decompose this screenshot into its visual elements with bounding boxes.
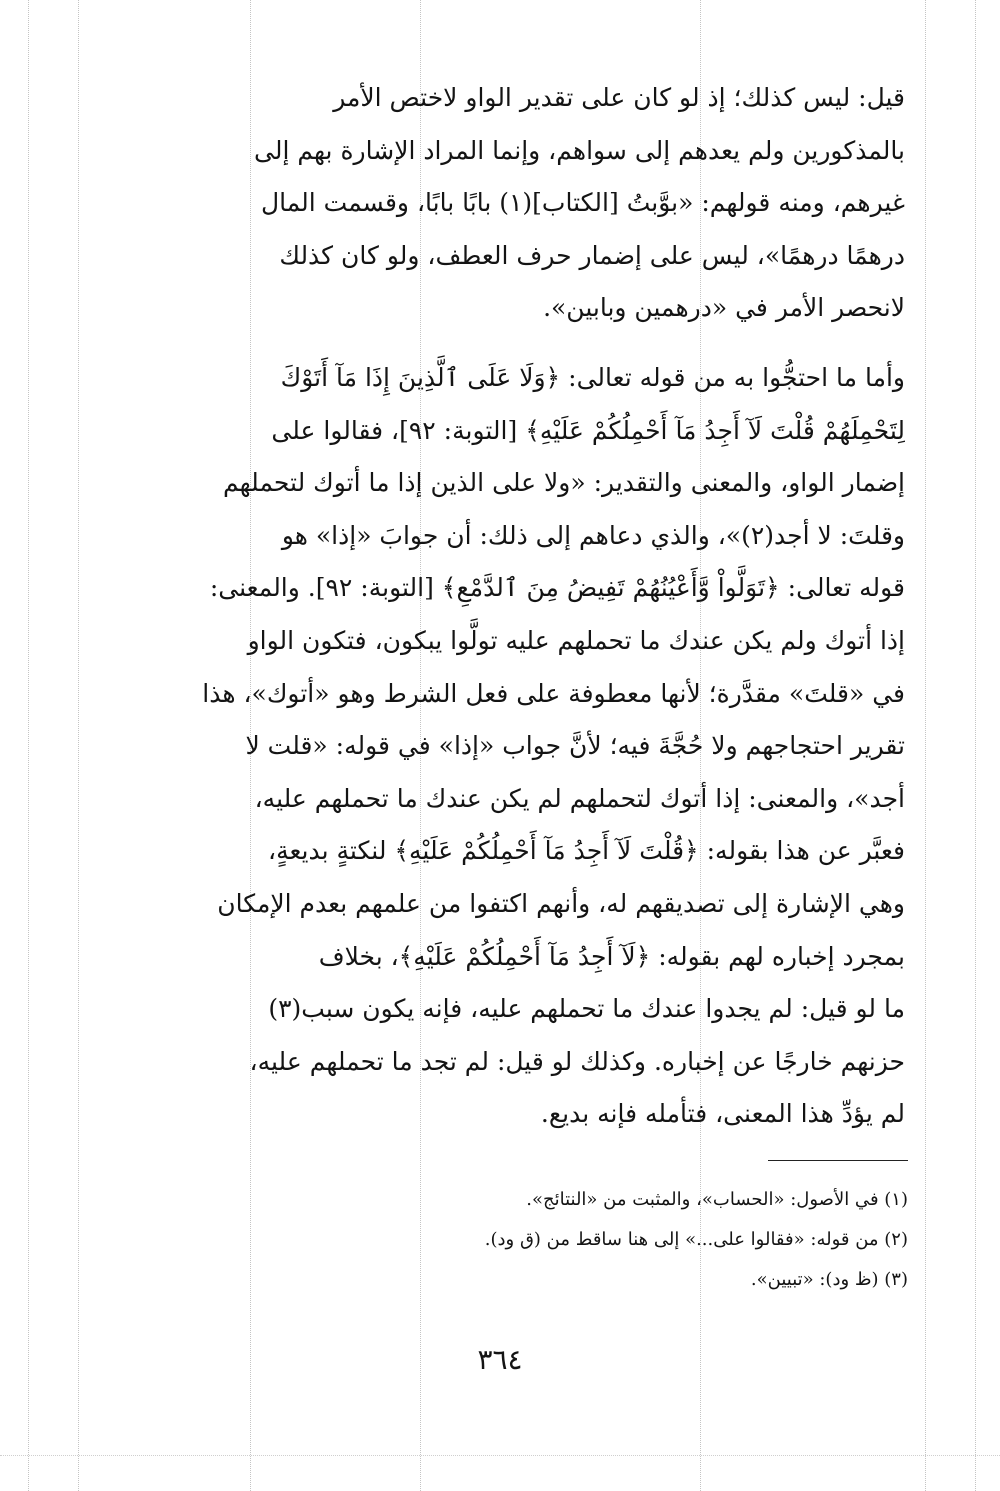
scan-guide-line [0,1455,1000,1456]
text-line: ما لو قيل: لم يجدوا عندك ما تحملهم عليه، فإنه يكون سبب(٣) [268,994,905,1024]
text-line: وأما ما احتجُّوا به من قوله تعالى: ﴿وَلَا عَلَى ٱلَّذِينَ إِذَا مَآ أَتَوْكَ [280,363,905,392]
text-line: إضمار الواو، والمعنى والتقدير: «ولا على الذين إذا ما أتوك لتحملهم [223,468,905,498]
text-line: لم يؤدِّ هذا المعنى، فتأمله فإنه بديع. [540,1099,905,1129]
scan-guide-line [78,0,79,1491]
text-line: وقلتَ: لا أجد(٢)»، والذي دعاهم إلى ذلك: أن جوابَ «إذا» هو [281,520,905,550]
text-line: وهي الإشارة إلى تصديقهم له، وأنهم اكتفوا من علمهم بعدم الإمكان [217,888,905,918]
text-line: بمجرد إخباره لهم بقوله: ﴿لَآ أَجِدُ مَآ أَحْمِلُكُمْ عَلَيْهِ﴾، بخلاف [318,941,905,971]
footnote-3: (٣) (ظ ود): «تبيين». [750,1269,908,1290]
footnote-1: (١) في الأصول: «الحساب»، والمثبت من «النتائج». [526,1189,908,1210]
text-line: تقرير احتجاجهم ولا حُجَّةَ فيه؛ لأنَّ جواب «إذا» في قوله: «قلت لا [245,731,905,761]
scan-guide-line [975,0,976,1491]
paragraph-1 [85,72,905,335]
footnote-2: (٢) من قوله: «فقالوا على...» إلى هنا ساقط من (ق ود). [484,1229,908,1250]
text-line: إذا أتوك ولم يكن عندك ما تحملهم عليه تولَّوا يبكون، فتكون الواو [247,625,905,655]
paragraph-2 [85,352,905,1141]
text-line: فعبَّر عن هذا بقوله: ﴿قُلْتَ لَآ أَجِدُ مَآ أَحْمِلُكُمْ عَلَيْهِ﴾ لنكتةٍ بديعةٍ، [268,836,905,866]
text-line: لانحصر الأمر في «درهمين وبابين». [543,293,905,323]
footnotes [100,1180,908,1300]
text-line: بالمذكورين ولم يعدهم إلى سواهم، وإنما المراد الإشارة بهم إلى [254,135,905,165]
text-line: قوله تعالى: ﴿تَوَلَّواْ وَّأَعْيُنُهُمْ تَفِيضُ مِنَ ٱلدَّمْعِ﴾ [التوبة: ٩٢]. والمعنى: [209,573,905,603]
footnote-separator [768,1160,908,1161]
scan-guide-line [28,0,29,1491]
text-line: في «قلتَ» مقدَّرة؛ لأنها معطوفة على فعل الشرط وهو «أتوك»، هذا [202,678,905,708]
text-line: غيرهم، ومنه قولهم: «بوَّبتُ [الكتاب](١) بابًا بابًا، وقسمت المال [260,188,905,218]
text-line: حزنهم خارجًا عن إخباره. وكذلك لو قيل: لم تجد ما تحملهم عليه، [249,1046,905,1076]
page-number: ٣٦٤ [477,1343,523,1376]
text-line: قيل: ليس كذلك؛ إذ لو كان على تقدير الواو لاختص الأمر [333,83,905,112]
scan-guide-line [925,0,926,1491]
text-line: درهمًا درهمًا»، ليس على إضمار حرف العطف، ولو كان كذلك [279,240,905,270]
text-line: أجد»، والمعنى: إذا أتوك لتحملهم لم يكن عندك ما تحملهم عليه، [254,783,905,813]
text-line: لِتَحْمِلَهُمْ قُلْتَ لَآ أَجِدُ مَآ أَحْمِلُكُمْ عَلَيْهِ﴾ [التوبة: ٩٢]، فقالوا على [271,415,905,445]
